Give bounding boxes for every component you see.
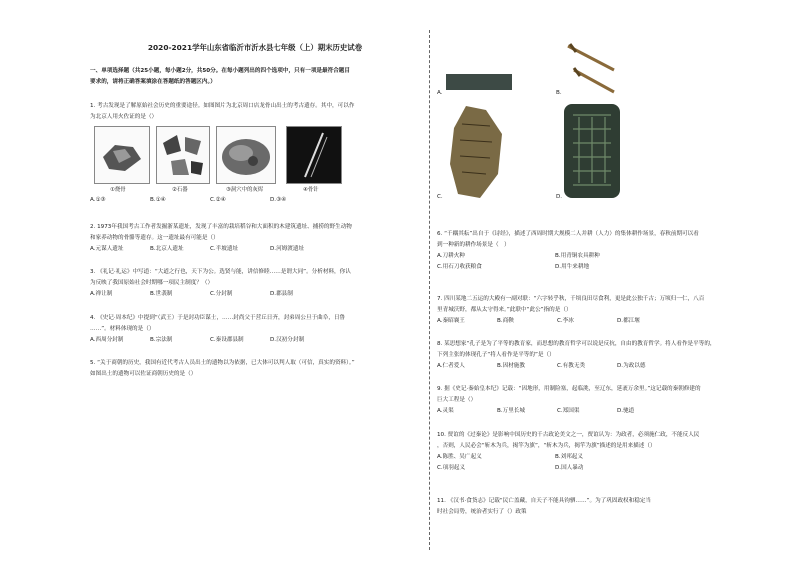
q8-option-a[interactable]: A.仁者爱人 (437, 363, 465, 369)
q5-image-b-swords (566, 40, 618, 100)
q10-option-b[interactable]: B.刘邦起义 (555, 454, 583, 460)
q10-stem: 10. 贾谊的《过秦论》是影响中国历史的千古政论美文之一，贾谊认为：为政者，必须施仁政，不能反人民 (437, 432, 700, 438)
q6-stem-cont: 到一种新的耕作场景是（ ） (437, 242, 510, 248)
q7-option-d[interactable]: D.都江堰 (617, 318, 640, 324)
q6-option-d[interactable]: D.用牛来耕地 (555, 264, 590, 270)
q1-image-burnt-bone (94, 126, 150, 184)
q6-option-c[interactable]: C.用石刀收获粮食 (437, 264, 482, 270)
q4-stem-cont: ……”。材料体现的是（） (90, 326, 155, 332)
q5-image-a-slip (446, 74, 512, 90)
q3-option-c[interactable]: C.分封制 (210, 291, 233, 297)
q1-caption-4: ④骨针 (303, 187, 319, 193)
q2-option-a[interactable]: A.元谋人遗址 (90, 246, 124, 252)
q10-option-c[interactable]: C.项羽起义 (437, 465, 466, 471)
q3-option-a[interactable]: A.禅让制 (90, 291, 113, 297)
q4-option-b[interactable]: B.宗法制 (150, 337, 173, 343)
q9-stem: 9. 据《史记·秦始皇本纪》记载：“因地形，用制险塞，起临洮，至辽东，延袤万余里。”这记载的秦朝修建的 (437, 386, 701, 392)
q5-option-d-label[interactable]: D. (556, 194, 563, 200)
q9-stem-cont: 巨大工程是（） (437, 397, 477, 403)
q2-option-d[interactable]: D.河姆渡遗址 (270, 246, 305, 252)
q1-image-cave-ash (216, 126, 276, 184)
q8-option-c[interactable]: C.有教无类 (557, 363, 586, 369)
q4-stem: 4. 《史记·周本纪》中提到“（武王）于是封功臣谋士，……封尚父于营丘日齐，封弟周公旦于曲阜，日鲁 (90, 315, 346, 321)
q5-stem: 5. “关于商朝的历史，我国有近代考古人员出土的遗物以为依据，已大体可以判人取（可信，真实的资料）。” (90, 360, 355, 366)
q5-option-b-label[interactable]: B. (556, 90, 562, 96)
q10-option-d[interactable]: D.国人暴动 (555, 465, 584, 471)
q2-option-b[interactable]: B.北京人遗址 (150, 246, 184, 252)
q9-option-b[interactable]: B.万里长城 (497, 408, 525, 414)
q10-option-a[interactable]: A.陈胜、吴广起义 (437, 454, 482, 460)
q3-option-d[interactable]: D.郡县制 (270, 291, 293, 297)
section-heading-cont: 要求的，请将正确答案填涂在答题纸的答题区内。） (90, 79, 216, 85)
q2-stem: 2. 1973年我国考古工作者发掘浙某遗址，发现了丰富的栽培稻谷和大面积的木建筑遗址、捕捞的野生动物 (90, 224, 352, 230)
q1-option-b[interactable]: B.①④ (150, 197, 166, 203)
q1-image-stone-tools (156, 126, 210, 184)
q1-option-a[interactable]: A.①③ (90, 197, 106, 203)
q3-option-b[interactable]: B.世袭制 (150, 291, 173, 297)
q5-stem-cont: 如图出土的遗物可以佐证商朝历史的是（） (90, 371, 197, 377)
q4-option-d[interactable]: D.汉初分封制 (270, 337, 305, 343)
q7-stem: 7. 四川某地二五运的大殿有一副对联：“六字转乎秋，千顷良田尽食利，更是此公独千古；万顷归一仁，八百 (437, 296, 705, 302)
q4-option-a[interactable]: A.西周分封制 (90, 337, 124, 343)
q11-stem-cont: 时社会局势，统治者实行了（）政策 (437, 509, 527, 515)
q7-option-b[interactable]: B.商鞅 (497, 318, 514, 324)
q9-option-d[interactable]: D.驰道 (617, 408, 635, 414)
exam-title: 2020-2021学年山东省临沂市沂水县七年级（上）期末历史试卷 (147, 43, 363, 52)
q1-option-c[interactable]: C.②④ (210, 197, 226, 203)
q1-image-bone-needle (286, 126, 342, 184)
q1-caption-2: ②石器 (172, 187, 188, 193)
q3-stem: 3. 《礼记·礼运》中写道：“大道之行也，天下为公。选贤与能，讲信修睦……是谓大同”。分析材料，你认 (90, 269, 351, 275)
q5-image-d-bronze-plaque (564, 104, 620, 198)
q2-stem-cont: 和家养动物的骨骼等遗存。这一遗址最有可能是（） (90, 235, 219, 241)
q3-stem-cont: 为反映了我国原始社会时期哪一项民主制度？（） (90, 280, 214, 286)
section-heading: 一、单项选择题（共25小题，每小题2分，共50分。在每小题列出的四个选项中，只有一项是最符合题目 (90, 68, 350, 74)
q7-stem-cont: 里青城沃野，都从太守得来。”此联中“此公”指的是（） (437, 307, 572, 313)
q1-option-d[interactable]: D.③④ (270, 197, 287, 203)
q11-stem: 11. 《汉书·食货志》记载“民亡盖藏，自天子不能具钧驷……”。为了巩固政权和稳定当 (437, 498, 652, 504)
q1-stem-cont: 为北京人用火佐证的是（） (90, 114, 158, 120)
q6-option-b[interactable]: B.用青铜农具耕种 (555, 253, 600, 259)
q9-option-a[interactable]: A.灵渠 (437, 408, 454, 414)
q8-option-d[interactable]: D.为政以德 (617, 363, 646, 369)
q9-option-c[interactable]: C.郑国渠 (557, 408, 580, 414)
q8-stem-cont: 下列主张的体现孔子“将人看作是平等的”是（） (437, 352, 555, 358)
q1-caption-1: ①烧骨 (110, 187, 126, 193)
q5-option-a-label[interactable]: A. (437, 90, 443, 96)
q8-stem: 8. 某思想家“孔子是为了平等的教育家，而思想的教育哲学可以说是反抗，自由的教育哲学。将人看作是平等的， (437, 341, 716, 347)
q6-option-a[interactable]: A.刀耕火种 (437, 253, 465, 259)
q5-option-c-label[interactable]: C. (437, 194, 443, 200)
q7-option-c[interactable]: C.李冰 (557, 318, 574, 324)
q1-caption-3: ③洞穴中的灰烬 (226, 187, 264, 193)
q1-stem: 1. 考古发现是了解原始社会历史的重要途径。如图图片为北京周口店龙骨山出土的考古遗存。其中，可以作 (90, 103, 355, 109)
q10-stem-cont: ，否则，人民必会“斩木为兵，揭竿为旗”，“斩木为兵，揭竿为旗”描述的是用来描述（） (437, 443, 656, 449)
q2-option-c[interactable]: C.半坡遗址 (210, 246, 239, 252)
q6-stem: 6. “千耦其耘”出自于《诗经》，描述了西周时期大规模二人并耕（人力）的集体耕作场景，春秋前期可以看 (437, 231, 699, 237)
q4-option-c[interactable]: C.秦设郡县制 (210, 337, 244, 343)
q7-option-a[interactable]: A.秦昭襄王 (437, 318, 465, 324)
column-divider (429, 30, 430, 550)
q8-option-b[interactable]: B.因材施教 (497, 363, 525, 369)
q5-image-c-oracle-bone (446, 104, 506, 200)
